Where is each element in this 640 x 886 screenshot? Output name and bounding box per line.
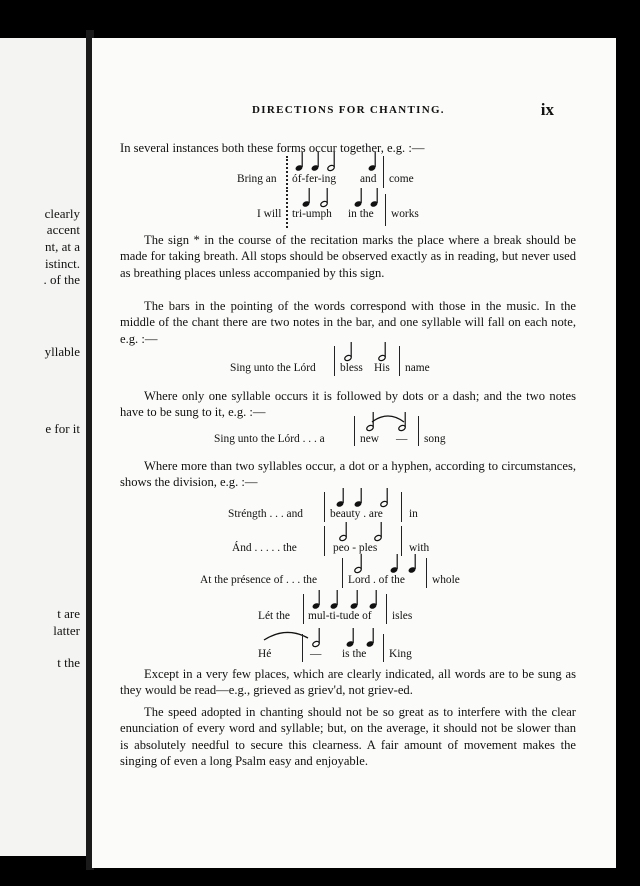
- minim-note: [320, 186, 330, 208]
- example-8-syllables: mul-ti-tude of: [308, 610, 372, 622]
- example-7-recite: At the présence of . . . the: [200, 574, 318, 586]
- bar-line: [324, 492, 325, 522]
- crotchet-note: [336, 486, 346, 508]
- crotchet-note: [295, 150, 305, 172]
- example-6-recite: Ánd . . . . . the: [232, 542, 297, 554]
- bar-line: [334, 346, 335, 376]
- bar-line: [324, 526, 325, 556]
- left-page-fragment: accent: [46, 222, 80, 237]
- example-7-syllables: Lord . of the: [348, 574, 405, 586]
- example-2-middle: in the: [348, 208, 374, 220]
- left-page-fragment: nt, at a: [44, 239, 80, 254]
- left-page-fragment: t are: [57, 606, 80, 621]
- crotchet-note: [354, 186, 364, 208]
- left-page-fragment: . of the: [43, 272, 80, 287]
- minim-note: [354, 552, 364, 574]
- example-5-recite: Stréngth . . . and: [228, 508, 303, 520]
- example-3-end: name: [405, 362, 430, 374]
- bar-line: [303, 594, 304, 624]
- left-page-fragment: e for it: [45, 421, 80, 436]
- example-1-syllables: óf-fer-ing: [292, 173, 337, 185]
- minim-note: [327, 150, 337, 172]
- crotchet-note: [370, 186, 380, 208]
- example-6-end: with: [409, 542, 430, 554]
- paragraph-speed: The speed adopted in chanting should not be so great as to interfere with the clear enunciation of every word and syllable; but, on the average, it should not be slower than is absolutely needful to secure this clearness. A fair amount of movement makes the singing of even a long Psalm easy and enjoyable.: [120, 705, 576, 769]
- example-3-recite: Sing unto the Lórd: [230, 362, 316, 374]
- bar-line: [383, 156, 384, 188]
- crotchet-note: [366, 626, 376, 648]
- bar-line: [418, 416, 419, 446]
- bar-line: [401, 492, 402, 522]
- example-3-note-1-word: bless: [340, 362, 363, 374]
- crotchet-note: [346, 626, 356, 648]
- crotchet-note: [302, 186, 312, 208]
- minim-note: [378, 340, 388, 362]
- paragraph-bars: The bars in the pointing of the words correspond with those in the music. In the middle of the chant there are two notes in the bar, and one syllable will fall on each note, e.g. :—: [120, 299, 576, 346]
- example-2-recite: I will: [257, 208, 282, 220]
- example-4-dash: —: [396, 433, 408, 445]
- crotchet-note: [369, 588, 379, 610]
- example-8-recite: Lét the: [258, 610, 290, 622]
- example-9-dash: —: [310, 648, 322, 660]
- paragraph-pronunciation: Except in a very few places, which are clearly indicated, all words are to be sung as they would be read—e.g., grieved as griev'd, not griev-ed.: [120, 667, 576, 698]
- paragraph-breath-sign: The sign * in the course of the recitation marks the place where a break should be made for taking breath. All stops should be observed exactly as in reading, but never used as breathing places unless accompanied by this sign.: [120, 233, 576, 280]
- bar-line: [426, 558, 427, 588]
- example-9-syllables: is the: [342, 648, 367, 660]
- crotchet-note: [350, 588, 360, 610]
- bar-line: [342, 558, 343, 588]
- crotchet-note: [312, 588, 322, 610]
- bar-line: [386, 594, 387, 624]
- bar-line: [399, 346, 400, 376]
- example-9-recite: Hé: [258, 648, 272, 660]
- example-1-middle: and: [360, 173, 377, 185]
- minim-note: [374, 520, 384, 542]
- bar-line: [385, 194, 386, 226]
- example-2-syllables: tri-umph: [292, 208, 332, 220]
- left-page-fragment: yllable: [44, 344, 80, 359]
- dotted-bar: [286, 156, 288, 192]
- bar-line: [401, 526, 402, 556]
- minim-note: [380, 486, 390, 508]
- minim-note: [344, 340, 354, 362]
- example-8-end: isles: [392, 610, 413, 622]
- example-4-note-1-word: new: [360, 433, 379, 445]
- example-3-note-2-word: His: [374, 362, 390, 374]
- bar-line: [302, 634, 303, 662]
- example-1-recite: Bring an: [237, 173, 277, 185]
- dotted-bar: [286, 194, 288, 228]
- crotchet-note: [311, 150, 321, 172]
- minim-note: [398, 410, 408, 432]
- crotchet-note: [390, 552, 400, 574]
- paragraph-more-syllables: Where more than two syllables occur, a dot or a hyphen, according to circumstances, shows the division, e.g. :—: [120, 459, 576, 490]
- running-header: [92, 102, 616, 122]
- example-2-end: works: [391, 208, 419, 220]
- example-4-end: song: [424, 433, 446, 445]
- book-page: [92, 38, 616, 868]
- example-9-end: King: [389, 648, 412, 660]
- left-page-fragment: t the: [57, 655, 80, 670]
- minim-note: [312, 626, 322, 648]
- crotchet-note: [368, 150, 378, 172]
- minim-note: [339, 520, 349, 542]
- example-1-end: come: [389, 173, 414, 185]
- example-5-end: in: [409, 508, 418, 520]
- left-page-fragment: clearly: [44, 206, 80, 221]
- example-5-syllables: beauty . are: [330, 508, 383, 520]
- paragraph-one-syllable: Where only one syllable occurs it is followed by dots or a dash; and the two notes have to be sung to it, e.g. :—: [120, 389, 576, 420]
- example-4-recite: Sing unto the Lórd . . . a: [214, 433, 325, 445]
- crotchet-note: [330, 588, 340, 610]
- page-number: ix: [540, 100, 554, 119]
- crotchet-note: [408, 552, 418, 574]
- bar-line: [354, 416, 355, 446]
- left-page-fragment: latter: [53, 623, 80, 638]
- left-page-fragment: istinct.: [44, 256, 80, 271]
- example-6-syllables: peo - ples: [333, 542, 378, 554]
- running-title: DIRECTIONS FOR CHANTING.: [252, 104, 445, 116]
- left-page-edge: [0, 38, 86, 856]
- paragraph-intro: In several instances both these forms occur together, e.g. :—: [120, 141, 425, 155]
- crotchet-note: [354, 486, 364, 508]
- bar-line: [383, 634, 384, 662]
- example-7-end: whole: [432, 574, 460, 586]
